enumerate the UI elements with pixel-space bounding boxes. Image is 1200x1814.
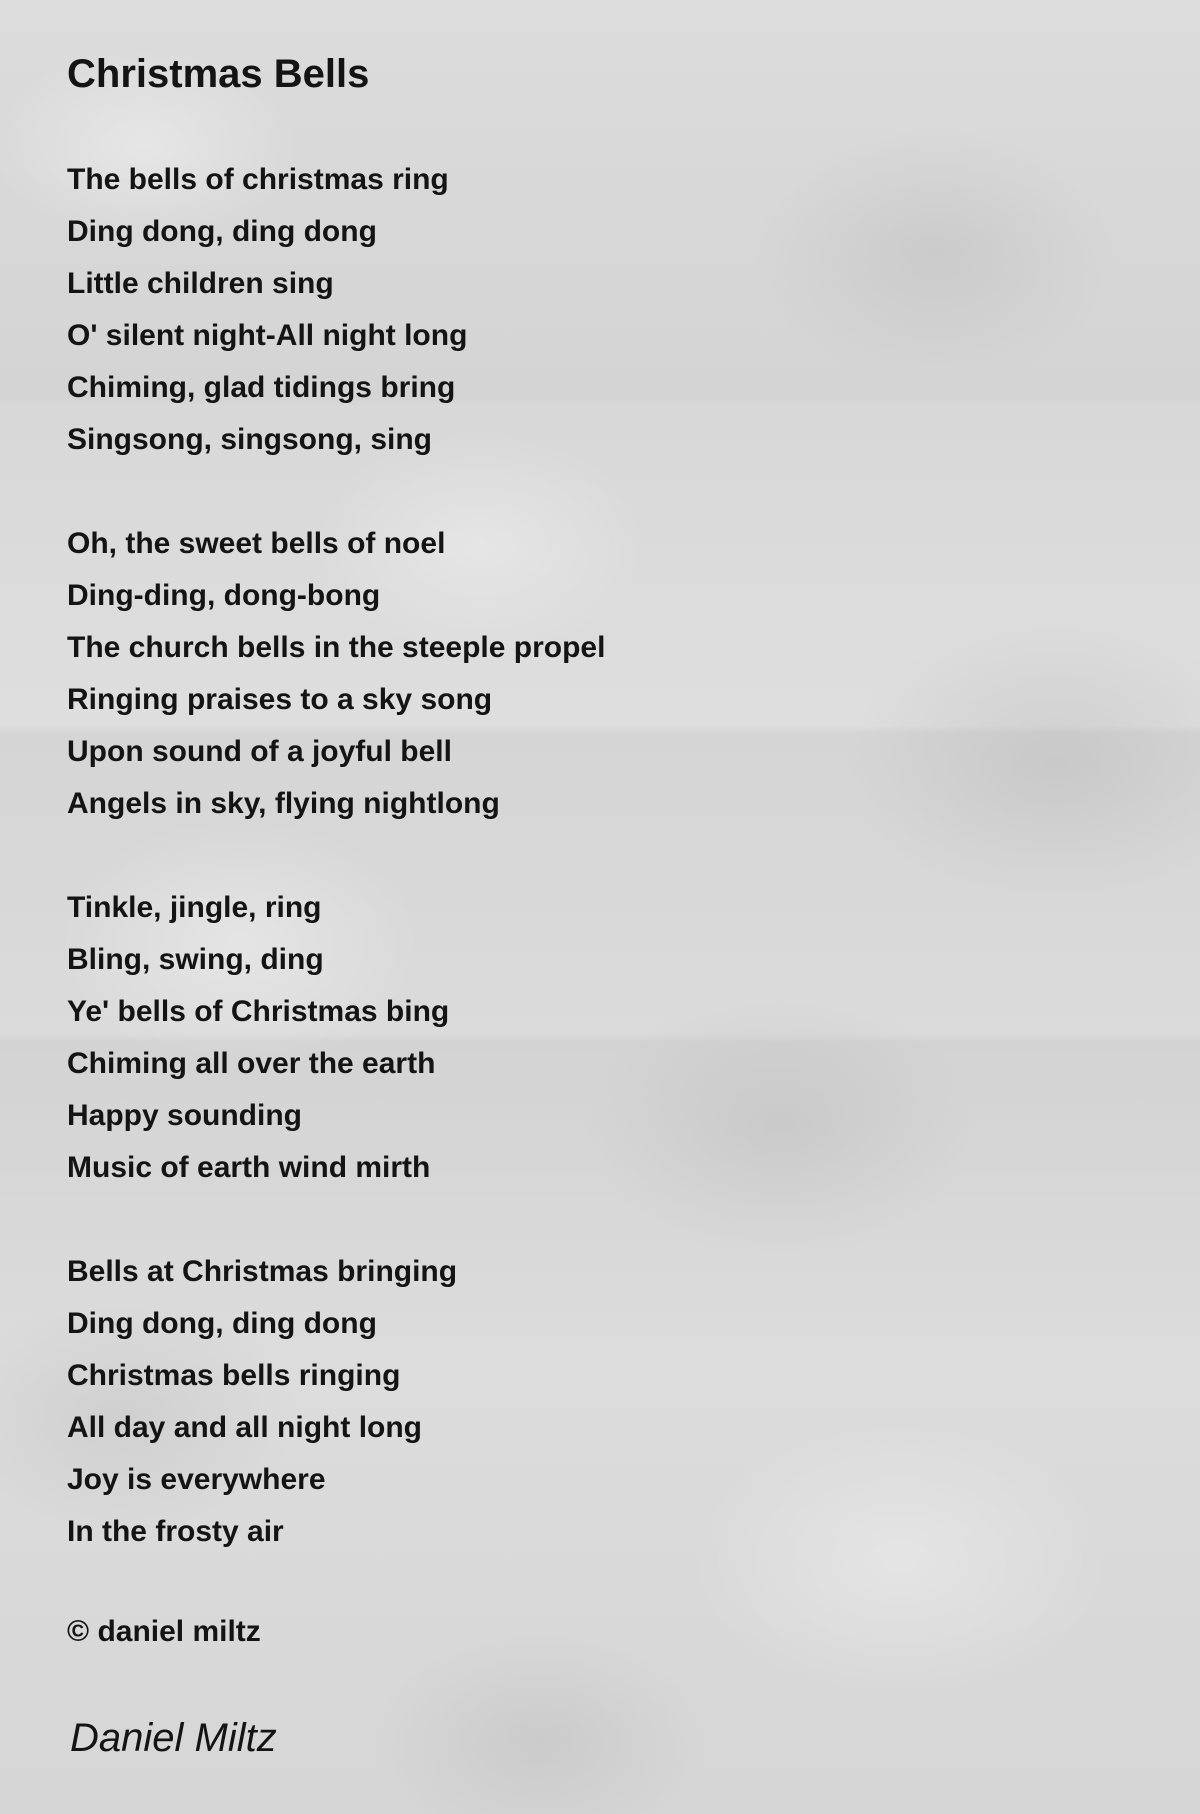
poem-line: Ding dong, ding dong	[67, 215, 377, 248]
poem-title: Christmas Bells	[67, 52, 370, 96]
poem-line: O' silent night-All night long	[67, 319, 468, 352]
author-signature: Daniel Miltz	[70, 1716, 277, 1760]
poem-line: The bells of christmas ring	[67, 163, 449, 196]
stanza-4	[67, 1246, 457, 1558]
poem-line: Chiming all over the earth	[67, 1047, 436, 1080]
poem-line: Happy sounding	[67, 1099, 302, 1132]
copyright-notice: © daniel miltz	[67, 1615, 261, 1648]
poem-line: Ding dong, ding dong	[67, 1307, 377, 1340]
poem-line: Little children sing	[67, 267, 334, 300]
poem-line: Ye' bells of Christmas bing	[67, 995, 450, 1028]
poem-line: Chiming, glad tidings bring	[67, 371, 456, 404]
stanza-2	[67, 518, 605, 830]
poem-line: In the frosty air	[67, 1515, 284, 1548]
poem-line: Ding-ding, dong-bong	[67, 579, 381, 612]
poem-line: Bling, swing, ding	[67, 943, 324, 976]
poem-line: Ringing praises to a sky song	[67, 683, 493, 716]
poem-line: Oh, the sweet bells of noel	[67, 527, 446, 560]
stanza-3	[67, 882, 449, 1194]
poem-line: All day and all night long	[67, 1411, 423, 1444]
poem-line: The church bells in the steeple propel	[67, 631, 606, 664]
poem-line: Joy is everywhere	[67, 1463, 326, 1496]
poem-line: Upon sound of a joyful bell	[67, 735, 452, 768]
poem-line: Singsong, singsong, sing	[67, 423, 432, 456]
poem-line: Bells at Christmas bringing	[67, 1255, 458, 1288]
stanza-1	[67, 154, 467, 466]
poem-line: Music of earth wind mirth	[67, 1151, 431, 1184]
poem-line: Angels in sky, flying nightlong	[67, 787, 500, 820]
poem-line: Christmas bells ringing	[67, 1359, 401, 1392]
poem-line: Tinkle, jingle, ring	[67, 891, 322, 924]
